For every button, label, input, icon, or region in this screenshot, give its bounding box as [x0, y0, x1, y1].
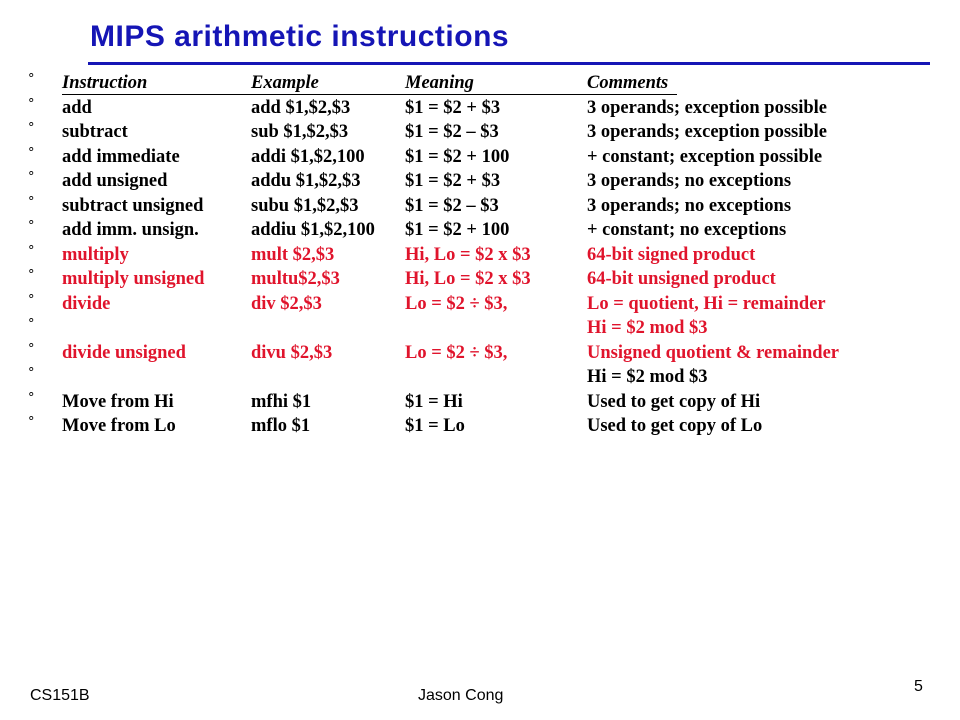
- cell-comments: Hi = $2 mod $3: [587, 318, 708, 338]
- bullet-icon: °: [28, 317, 35, 332]
- bullet-icon: °: [28, 292, 35, 308]
- cell-example: addiu $1,$2,100: [251, 220, 375, 240]
- table-row: [0, 171, 960, 196]
- cell-instruction: divide: [62, 293, 111, 314]
- header-comments: Comments: [587, 73, 669, 93]
- cell-comments: Used to get copy of Hi: [587, 391, 761, 412]
- table-row: [0, 294, 960, 319]
- bullet-icon: °: [28, 72, 35, 87]
- bullet-icon: °: [28, 219, 35, 234]
- cell-comments: 3 operands; exception possible: [587, 122, 828, 142]
- cell-example: mult $2,$3: [251, 244, 335, 265]
- table-row: [0, 416, 960, 441]
- cell-comments: Lo = quotient, Hi = remainder: [587, 293, 826, 314]
- bullet-icon: °: [28, 268, 35, 283]
- cell-instruction: subtract: [62, 122, 128, 142]
- cell-comments: Used to get copy of Lo: [587, 416, 763, 436]
- bullet-icon: °: [28, 96, 35, 112]
- cell-instruction: multiply: [62, 244, 129, 265]
- page-number: 5: [914, 678, 923, 695]
- table-body: [0, 98, 960, 441]
- cell-comments: Hi = $2 mod $3: [587, 367, 708, 387]
- table-row: [0, 98, 960, 123]
- table-row: [0, 122, 960, 147]
- cell-instruction: add: [62, 97, 92, 118]
- bullet-icon: °: [28, 390, 35, 406]
- cell-comments: 3 operands; no exceptions: [587, 171, 792, 191]
- cell-instruction: add unsigned: [62, 171, 168, 191]
- table-row: [0, 318, 960, 343]
- bullet-icon: °: [28, 121, 35, 136]
- table-row: [0, 196, 960, 221]
- header-underline: [62, 94, 677, 95]
- cell-meaning: $1 = $2 – $3: [405, 122, 499, 142]
- cell-example: subu $1,$2,$3: [251, 195, 359, 216]
- cell-example: mflo $1: [251, 416, 311, 436]
- table-row: [0, 220, 960, 245]
- cell-instruction: Move from Lo: [62, 416, 176, 436]
- bullet-icon: °: [28, 415, 35, 430]
- bullet-icon: °: [28, 243, 35, 259]
- cell-instruction: Move from Hi: [62, 391, 174, 412]
- cell-meaning: $1 = Hi: [405, 391, 463, 412]
- cell-comments: 64-bit signed product: [587, 244, 756, 265]
- cell-instruction: add immediate: [62, 146, 180, 167]
- cell-example: add $1,$2,$3: [251, 97, 351, 118]
- cell-instruction: add imm. unsign.: [62, 220, 199, 240]
- cell-meaning: $1 = $2 + $3: [405, 171, 501, 191]
- cell-comments: 64-bit unsigned product: [587, 269, 776, 289]
- cell-meaning: $1 = $2 + $3: [405, 97, 501, 118]
- instruction-table: [0, 73, 960, 441]
- table-row: [0, 343, 960, 368]
- cell-instruction: multiply unsigned: [62, 269, 205, 289]
- bullet-icon: °: [28, 194, 35, 210]
- header-example: Example: [251, 73, 319, 93]
- bullet-icon: °: [28, 341, 35, 357]
- cell-example: addu $1,$2,$3: [251, 171, 361, 191]
- header-instruction: Instruction: [62, 73, 148, 93]
- cell-example: divu $2,$3: [251, 342, 333, 363]
- cell-meaning: Lo = $2 ÷ $3,: [405, 342, 508, 363]
- cell-example: mfhi $1: [251, 391, 312, 412]
- cell-example: sub $1,$2,$3: [251, 122, 349, 142]
- table-row: [0, 147, 960, 172]
- cell-comments: + constant; no exceptions: [587, 220, 787, 240]
- cell-comments: 3 operands; no exceptions: [587, 195, 792, 216]
- cell-instruction: divide unsigned: [62, 342, 186, 363]
- cell-meaning: Hi, Lo = $2 x $3: [405, 269, 531, 289]
- cell-meaning: $1 = $2 – $3: [405, 195, 499, 216]
- footer-course: CS151B: [30, 687, 90, 704]
- title-underline: [88, 62, 930, 65]
- table-row: [0, 392, 960, 417]
- cell-meaning: $1 = Lo: [405, 416, 465, 436]
- bullet-icon: °: [28, 170, 35, 185]
- bullet-icon: °: [28, 145, 35, 161]
- table-row: [0, 367, 960, 392]
- cell-example: div $2,$3: [251, 293, 322, 314]
- cell-meaning: Hi, Lo = $2 x $3: [405, 244, 531, 265]
- bullet-icon: °: [28, 366, 35, 381]
- cell-example: addi $1,$2,100: [251, 146, 365, 167]
- slide-title: MIPS arithmetic instructions: [90, 20, 510, 53]
- footer-author: Jason Cong: [418, 687, 504, 704]
- cell-meaning: Lo = $2 ÷ $3,: [405, 293, 508, 314]
- cell-meaning: $1 = $2 + 100: [405, 146, 510, 167]
- cell-comments: Unsigned quotient & remainder: [587, 342, 839, 363]
- cell-instruction: subtract unsigned: [62, 195, 204, 216]
- cell-meaning: $1 = $2 + 100: [405, 220, 510, 240]
- table-row: [0, 269, 960, 294]
- header-meaning: Meaning: [405, 73, 474, 93]
- cell-comments: + constant; exception possible: [587, 146, 823, 167]
- cell-example: multu$2,$3: [251, 269, 340, 289]
- cell-comments: 3 operands; exception possible: [587, 97, 828, 118]
- table-row: [0, 245, 960, 270]
